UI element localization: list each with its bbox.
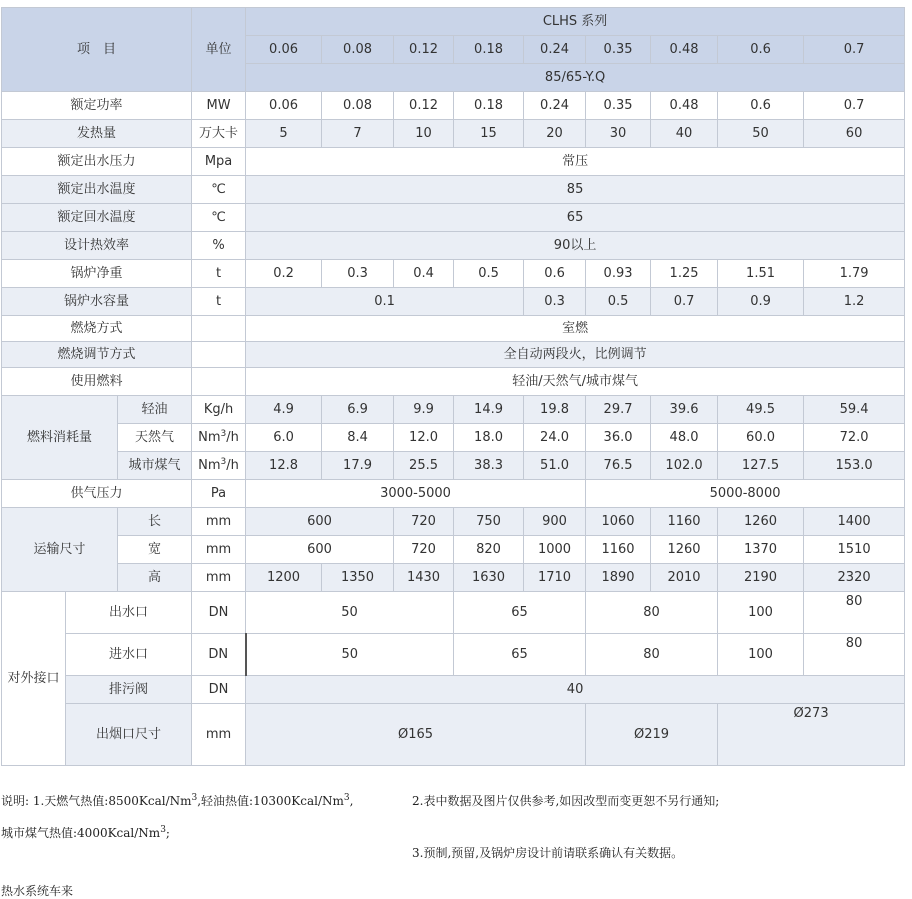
value-cell: 1370 xyxy=(718,536,804,564)
table-row-return-temp xyxy=(2,204,905,232)
value-cell: 76.5 xyxy=(586,452,651,480)
table-row-blowdown xyxy=(2,676,905,704)
row-label: 锅炉水容量 xyxy=(2,288,192,316)
value-cell: 127.5 xyxy=(718,452,804,480)
value-cell: 0.7 xyxy=(651,288,718,316)
unit-cell: Mpa xyxy=(192,148,246,176)
capacity-col-4: 0.18 xyxy=(454,36,524,64)
value-cell: 0.5 xyxy=(454,260,524,288)
sub-label: 出水口 xyxy=(66,592,192,634)
sub-label: 宽 xyxy=(118,536,192,564)
value-cell: 80 xyxy=(804,592,905,634)
unit-cell: Nm$^3$/h xyxy=(192,452,246,480)
value-cell: 6.0 xyxy=(246,424,322,452)
value-cell: 19.8 xyxy=(524,396,586,424)
value-cell: 60.0 xyxy=(718,424,804,452)
value-cell: 65 xyxy=(454,592,586,634)
model-name: 85/65-Y.Q xyxy=(246,64,905,92)
value-cell: 1260 xyxy=(651,536,718,564)
sub-label: 长 xyxy=(118,508,192,536)
sub-label: 城市煤气 xyxy=(118,452,192,480)
unit-cell: mm xyxy=(192,508,246,536)
value-cell: 0.6 xyxy=(718,92,804,120)
unit-cell: 万大卡 xyxy=(192,120,246,148)
value-cell: 24.0 xyxy=(524,424,586,452)
value-cell: 153.0 xyxy=(804,452,905,480)
value-cell: 29.7 xyxy=(586,396,651,424)
value-cell: 室燃 xyxy=(246,316,905,342)
table-row-gas-pressure xyxy=(2,480,905,508)
value-cell: 720 xyxy=(394,536,454,564)
value-cell: 50 xyxy=(246,634,454,676)
sub-label: 进水口 xyxy=(66,634,192,676)
value-cell: 0.06 xyxy=(246,92,322,120)
value-cell: 36.0 xyxy=(586,424,651,452)
capacity-col-3: 0.12 xyxy=(394,36,454,64)
header-item-label: 项 目 xyxy=(2,8,192,92)
unit-cell: % xyxy=(192,232,246,260)
value-cell: 820 xyxy=(454,536,524,564)
table-row-length xyxy=(2,508,905,536)
unit-cell: Nm$^3$/h xyxy=(192,424,246,452)
table-row-efficiency xyxy=(2,232,905,260)
value-cell: Ø273 xyxy=(718,704,905,766)
value-cell: 6.9 xyxy=(322,396,394,424)
value-cell: 80 xyxy=(586,634,718,676)
table-row-height xyxy=(2,564,905,592)
value-cell: 20 xyxy=(524,120,586,148)
unit-cell: Pa xyxy=(192,480,246,508)
value-cell: 17.9 xyxy=(322,452,394,480)
unit-cell xyxy=(192,316,246,342)
table-row-fuel xyxy=(2,368,905,396)
value-cell: 0.12 xyxy=(394,92,454,120)
value-cell: Ø165 xyxy=(246,704,586,766)
value-cell: 10 xyxy=(394,120,454,148)
unit-cell: mm xyxy=(192,564,246,592)
value-cell: 5000-8000 xyxy=(586,480,905,508)
row-label: 额定出水温度 xyxy=(2,176,192,204)
value-cell: 2320 xyxy=(804,564,905,592)
value-cell: 3000-5000 xyxy=(246,480,586,508)
sub-label: 高 xyxy=(118,564,192,592)
value-cell: 0.7 xyxy=(804,92,905,120)
value-cell: Ø219 xyxy=(586,704,718,766)
value-cell: 0.08 xyxy=(322,92,394,120)
value-cell: 100 xyxy=(718,634,804,676)
value-cell: 0.3 xyxy=(322,260,394,288)
value-cell: 40 xyxy=(651,120,718,148)
value-cell: 600 xyxy=(246,508,394,536)
capacity-col-7: 0.48 xyxy=(651,36,718,64)
value-cell: 0.6 xyxy=(524,260,586,288)
value-cell: 0.48 xyxy=(651,92,718,120)
row-label: 燃烧调节方式 xyxy=(2,342,192,368)
sub-label: 排污阀 xyxy=(66,676,192,704)
row-label: 额定回水温度 xyxy=(2,204,192,232)
value-cell: 750 xyxy=(454,508,524,536)
value-cell: 1160 xyxy=(586,536,651,564)
table-row-natural-gas xyxy=(2,424,905,452)
unit-cell: DN xyxy=(192,676,246,704)
note-3: 3.预制,预留,及锅炉房设计前请联系确认有关数据。 xyxy=(412,846,684,860)
value-cell: 40 xyxy=(246,676,905,704)
table-row-water-inlet xyxy=(2,634,905,676)
note-2: 2.表中数据及图片仅供参考,如因改型而变更恕不另行通知; xyxy=(412,794,720,808)
table-row-water-outlet xyxy=(2,592,905,634)
value-cell: 0.93 xyxy=(586,260,651,288)
group-label-transport-size: 运输尺寸 xyxy=(2,508,118,592)
table-row-combustion-adjust xyxy=(2,342,905,368)
value-cell: 72.0 xyxy=(804,424,905,452)
value-cell: 1350 xyxy=(322,564,394,592)
capacity-col-6: 0.35 xyxy=(586,36,651,64)
unit-cell: ℃ xyxy=(192,176,246,204)
value-cell: 39.6 xyxy=(651,396,718,424)
sub-label: 天然气 xyxy=(118,424,192,452)
value-cell: 60 xyxy=(804,120,905,148)
table-row-net-weight xyxy=(2,260,905,288)
unit-cell: t xyxy=(192,260,246,288)
row-label: 锅炉净重 xyxy=(2,260,192,288)
value-cell: 50 xyxy=(246,592,454,634)
capacity-col-9: 0.7 xyxy=(804,36,905,64)
value-cell: 2010 xyxy=(651,564,718,592)
value-cell: 65 xyxy=(454,634,586,676)
table-row-water-capacity xyxy=(2,288,905,316)
group-label-fuel-consumption: 燃料消耗量 xyxy=(2,396,118,480)
row-label: 发热量 xyxy=(2,120,192,148)
value-cell: 1000 xyxy=(524,536,586,564)
row-label: 燃烧方式 xyxy=(2,316,192,342)
value-cell: 50 xyxy=(718,120,804,148)
value-cell: 0.2 xyxy=(246,260,322,288)
value-cell: 18.0 xyxy=(454,424,524,452)
value-cell: 1260 xyxy=(718,508,804,536)
value-cell: 49.5 xyxy=(718,396,804,424)
table-row-outlet-pressure xyxy=(2,148,905,176)
value-cell: 720 xyxy=(394,508,454,536)
value-cell: 102.0 xyxy=(651,452,718,480)
row-label: 额定功率 xyxy=(2,92,192,120)
unit-cell: DN xyxy=(192,634,246,676)
row-label: 额定出水压力 xyxy=(2,148,192,176)
value-cell: 38.3 xyxy=(454,452,524,480)
row-label: 供气压力 xyxy=(2,480,192,508)
value-cell: 9.9 xyxy=(394,396,454,424)
header-unit-label: 单位 xyxy=(192,8,246,92)
table-row-city-gas xyxy=(2,452,905,480)
value-cell: 1.2 xyxy=(804,288,905,316)
value-cell: 100 xyxy=(718,592,804,634)
value-cell: 0.4 xyxy=(394,260,454,288)
unit-cell xyxy=(192,342,246,368)
value-cell: 51.0 xyxy=(524,452,586,480)
table-row-rated-power xyxy=(2,92,905,120)
value-cell: 1060 xyxy=(586,508,651,536)
value-cell: 900 xyxy=(524,508,586,536)
sub-label: 出烟口尺寸 xyxy=(66,704,192,766)
table-row-flue xyxy=(2,704,905,766)
capacity-col-1: 0.06 xyxy=(246,36,322,64)
value-cell: 80 xyxy=(804,634,905,676)
value-cell: 12.8 xyxy=(246,452,322,480)
series-name: CLHS 系列 xyxy=(246,8,905,36)
sub-label: 轻油 xyxy=(118,396,192,424)
notes-section xyxy=(0,770,912,898)
value-cell: 8.4 xyxy=(322,424,394,452)
group-label-connections: 对外接口 xyxy=(2,592,66,766)
unit-cell: Kg/h xyxy=(192,396,246,424)
note-1: 说明: 1.天燃气热值:8500Kcal/Nm$^3$,轻油热值:10300Kcal/Nm$^3$, xyxy=(1,793,354,808)
value-cell: 1630 xyxy=(454,564,524,592)
value-cell: 4.9 xyxy=(246,396,322,424)
value-cell: 85 xyxy=(246,176,905,204)
row-label: 设计热效率 xyxy=(2,232,192,260)
value-cell: 1400 xyxy=(804,508,905,536)
value-cell: 1.25 xyxy=(651,260,718,288)
value-cell: 1710 xyxy=(524,564,586,592)
table-row-heat-output xyxy=(2,120,905,148)
value-cell: 12.0 xyxy=(394,424,454,452)
value-cell: 常压 xyxy=(246,148,905,176)
unit-cell: MW xyxy=(192,92,246,120)
value-cell: 轻油/天然气/城市煤气 xyxy=(246,368,905,396)
row-label: 使用燃料 xyxy=(2,368,192,396)
value-cell: 80 xyxy=(586,592,718,634)
value-cell: 1.79 xyxy=(804,260,905,288)
unit-cell: mm xyxy=(192,536,246,564)
value-cell: 59.4 xyxy=(804,396,905,424)
value-cell: 0.3 xyxy=(524,288,586,316)
value-cell: 0.24 xyxy=(524,92,586,120)
value-cell: 600 xyxy=(246,536,394,564)
value-cell: 0.9 xyxy=(718,288,804,316)
value-cell: 1430 xyxy=(394,564,454,592)
unit-cell: t xyxy=(192,288,246,316)
capacity-col-8: 0.6 xyxy=(718,36,804,64)
value-cell: 1890 xyxy=(586,564,651,592)
value-cell: 1160 xyxy=(651,508,718,536)
unit-cell: ℃ xyxy=(192,204,246,232)
capacity-col-2: 0.08 xyxy=(322,36,394,64)
value-cell: 2190 xyxy=(718,564,804,592)
value-cell: 14.9 xyxy=(454,396,524,424)
spec-table xyxy=(1,7,905,766)
table-row-width xyxy=(2,536,905,564)
table-row-outlet-temp xyxy=(2,176,905,204)
value-cell: 48.0 xyxy=(651,424,718,452)
value-cell: 0.18 xyxy=(454,92,524,120)
capacity-col-5: 0.24 xyxy=(524,36,586,64)
unit-cell xyxy=(192,368,246,396)
value-cell: 1200 xyxy=(246,564,322,592)
value-cell: 1510 xyxy=(804,536,905,564)
table-row-combustion-mode xyxy=(2,316,905,342)
cutoff-text: 热水系统车来 xyxy=(1,884,74,898)
table-row-light-oil xyxy=(2,396,905,424)
value-cell: 7 xyxy=(322,120,394,148)
unit-cell: mm xyxy=(192,704,246,766)
value-cell: 0.35 xyxy=(586,92,651,120)
unit-cell: DN xyxy=(192,592,246,634)
value-cell: 全自动两段火，比例调节 xyxy=(246,342,905,368)
value-cell: 30 xyxy=(586,120,651,148)
value-cell: 1.51 xyxy=(718,260,804,288)
value-cell: 65 xyxy=(246,204,905,232)
value-cell: 0.5 xyxy=(586,288,651,316)
value-cell: 90以上 xyxy=(246,232,905,260)
value-cell: 25.5 xyxy=(394,452,454,480)
note-1-continued: 城市煤气热值:4000Kcal/Nm$^3$; xyxy=(1,825,170,840)
value-cell: 0.1 xyxy=(246,288,524,316)
value-cell: 15 xyxy=(454,120,524,148)
value-cell: 5 xyxy=(246,120,322,148)
